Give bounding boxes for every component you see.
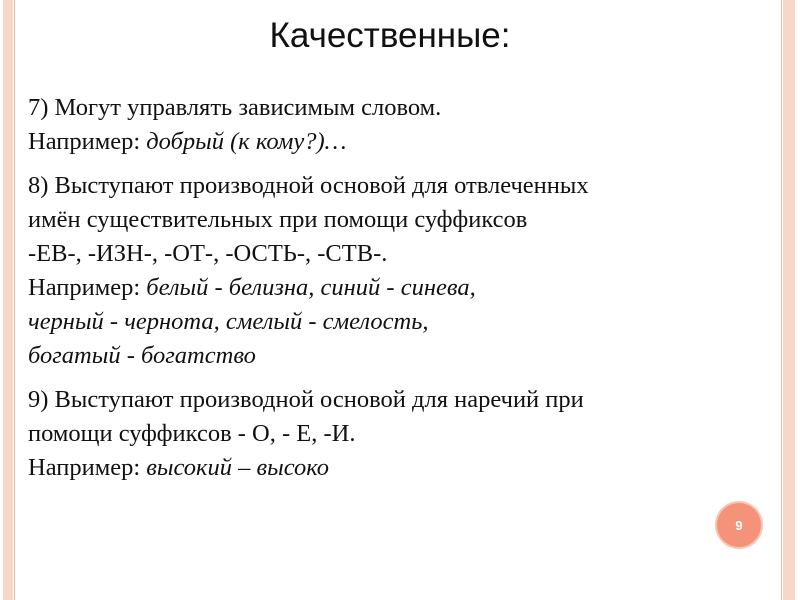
text-line xyxy=(28,339,768,373)
page-number-badge: 9 xyxy=(717,503,761,547)
item-9 xyxy=(28,383,768,485)
text-line: имён существительных при помощи суффиксов xyxy=(28,206,528,233)
example-text: высокий – высоко xyxy=(146,454,330,481)
text-line: помощи суффиксов - О, - Е, -И. xyxy=(28,420,356,447)
example-text: богатый - богатство xyxy=(28,342,256,369)
item-8 xyxy=(28,169,768,373)
item-7 xyxy=(28,91,768,159)
text-line: 8) Выступают производной основой для отвлеченных xyxy=(28,172,589,199)
text-line xyxy=(28,305,768,339)
text-line: -ЕВ-, -ИЗН-, -ОТ-, -ОСТЬ-, -СТВ-. xyxy=(28,240,388,267)
text-line: Например: белый - белизна, синий - синева, xyxy=(28,274,476,301)
example-text: добрый (к кому?)… xyxy=(146,128,347,155)
slide-border-right xyxy=(783,0,795,600)
text-line: Например: добрый (к кому?)… xyxy=(28,128,347,155)
text-line: 7) Могут управлять зависимым словом. xyxy=(28,94,442,121)
example-text: черный - чернота, смелый - смелость, xyxy=(28,308,429,335)
text-line: 9) Выступают производной основой для наречий при xyxy=(28,386,584,413)
slide-border-left xyxy=(3,0,13,600)
slide-title: Качественные: xyxy=(269,16,511,55)
text-line: Например: высокий – высоко xyxy=(28,454,330,481)
slide-content xyxy=(28,91,768,485)
example-text: белый - белизна, синий - синева, xyxy=(146,274,476,301)
